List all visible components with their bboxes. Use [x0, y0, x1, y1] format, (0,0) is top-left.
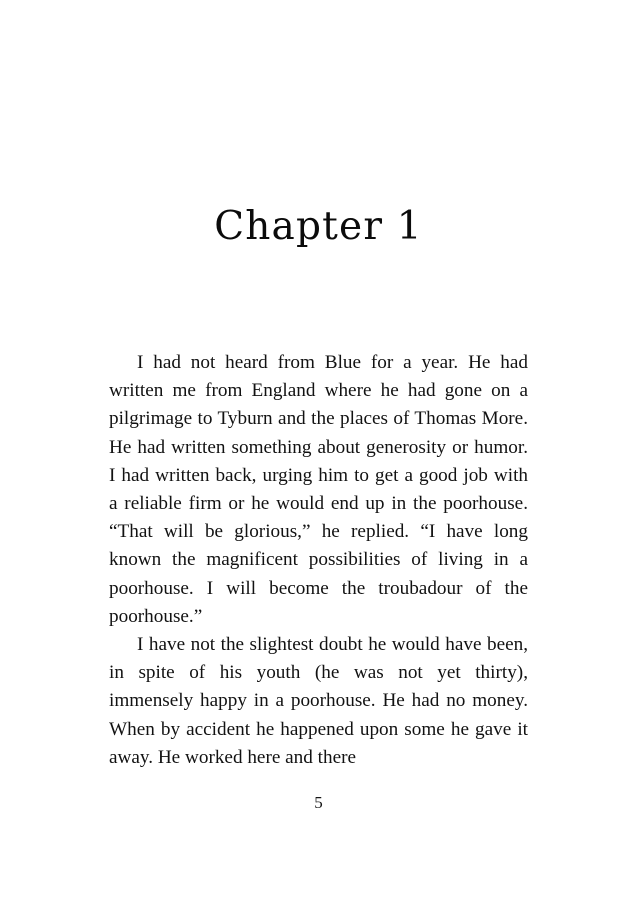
page-number: 5: [314, 793, 323, 812]
paragraph: I have not the slightest doubt he would have been, in spite of his youth (he was not yet thirty), immensely happy in a poorhouse. He had no money. When by accident he happened upon some he gave it away. He worked here and there: [109, 634, 528, 768]
chapter-title: Chapter 1: [214, 204, 423, 249]
body-text: [109, 349, 528, 772]
paragraph: I had not heard from Blue for a year. He had written me from England where he had gone on a pilgrimage to Tyburn and the places of Thomas More. He had written something about generosity or humor. I had written back, urging him to get a good job with a reliable firm or he would end up in the poorhouse. “That will be glorious,” he replied. “I have long known the magnificent possibilities of living in a poorhouse. I will become the troubadour of the poorhouse.”: [109, 352, 528, 627]
